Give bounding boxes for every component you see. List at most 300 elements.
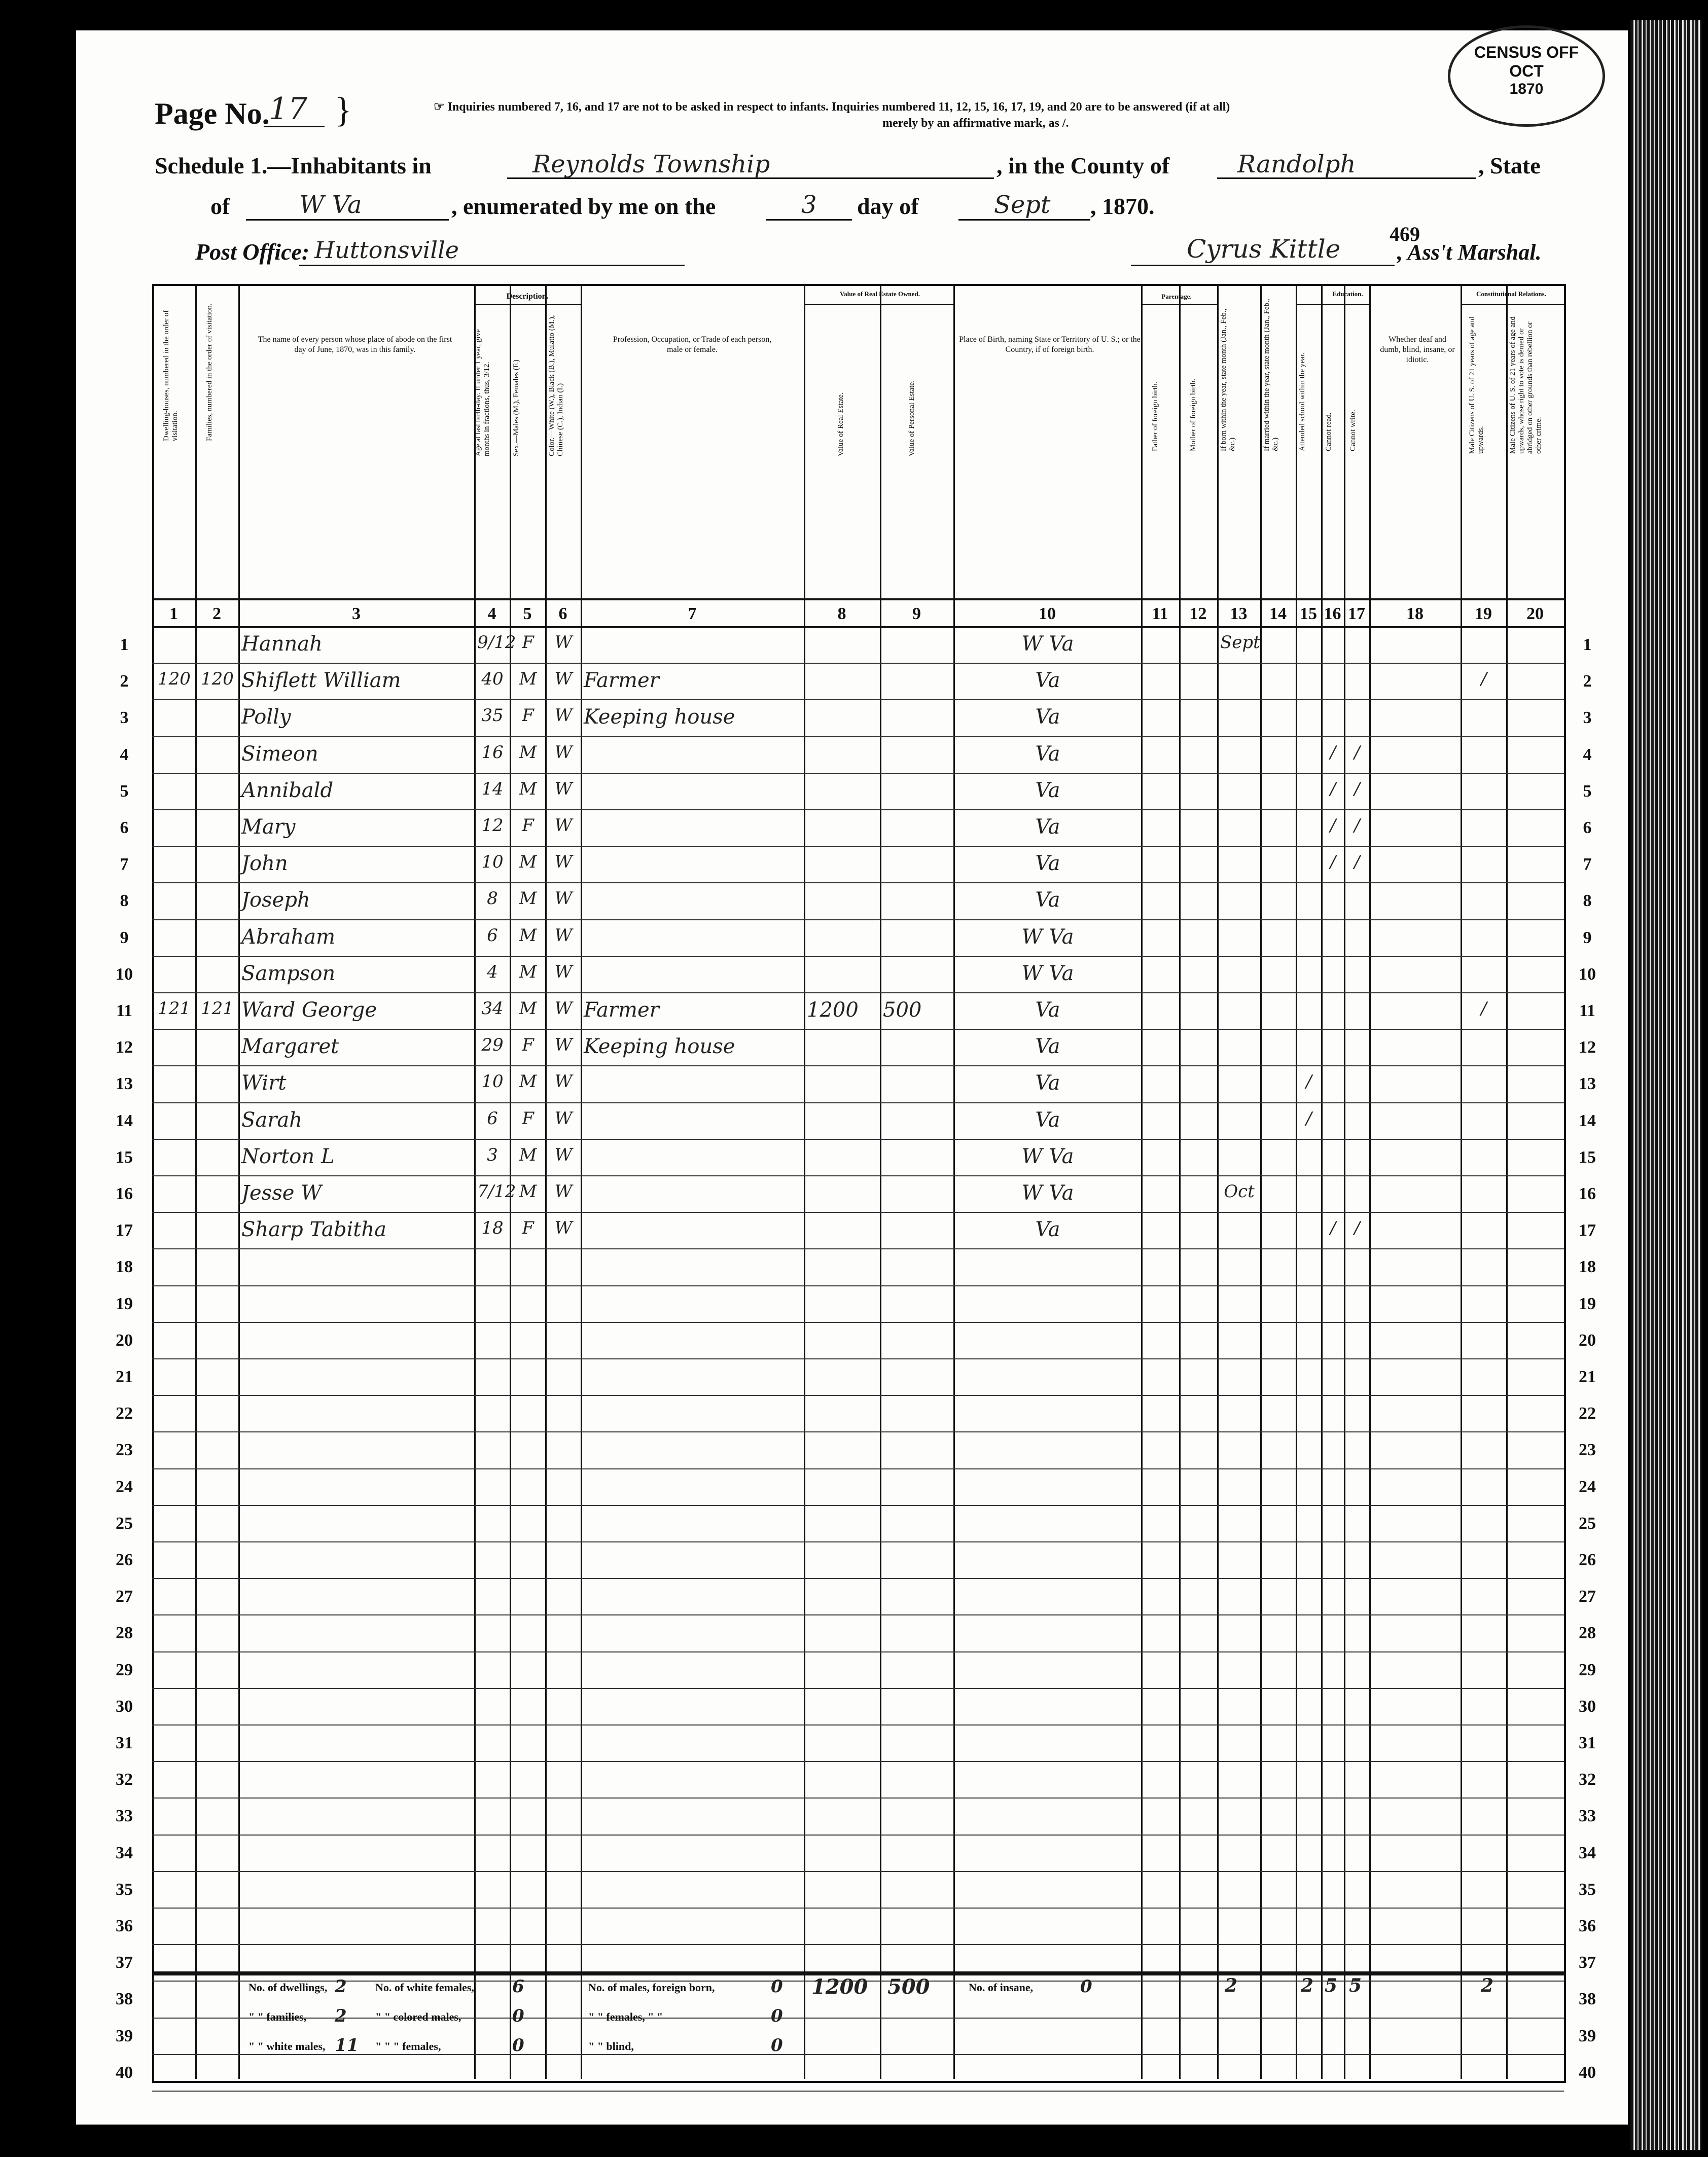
row-number-right: 12 xyxy=(1579,1038,1596,1057)
cell-c17: / xyxy=(1354,1218,1360,1239)
row-number-right: 2 xyxy=(1583,672,1592,691)
footer-insane-label: No. of insane, xyxy=(969,1981,1034,1994)
header-family: Families, numbered in the order of visitation. xyxy=(205,303,214,441)
cell-age: 16 xyxy=(481,742,504,763)
cell-sex: F xyxy=(522,1035,534,1056)
header-real-estate: Value of Real Estate. xyxy=(837,392,845,456)
footer-dwellings-label: No. of dwellings, xyxy=(248,1981,328,1994)
stamp-number: 469 xyxy=(1390,223,1420,245)
column-number: 19 xyxy=(1475,604,1492,623)
footer-families-label: " " families, xyxy=(248,2010,307,2023)
column-number: 12 xyxy=(1189,604,1207,623)
cell-color: W xyxy=(554,1108,573,1129)
cell-occ: Farmer xyxy=(584,998,659,1022)
county: Randolph xyxy=(1237,150,1356,178)
cell-dw: 121 xyxy=(158,998,191,1019)
footer-colored-males: 0 xyxy=(512,2006,524,2026)
cell-birth: W Va xyxy=(1021,925,1074,949)
column-divider xyxy=(474,284,476,2079)
footer-males-foreign-label: No. of males, foreign born, xyxy=(588,1981,715,1994)
cell-birth: Va xyxy=(1035,742,1060,766)
row-number-right: 14 xyxy=(1579,1111,1596,1130)
row-number-right: 11 xyxy=(1579,1001,1596,1020)
row-number-right: 30 xyxy=(1579,1697,1596,1716)
row-number-right: 37 xyxy=(1579,1953,1596,1972)
footer-colored-females: 0 xyxy=(512,2035,524,2056)
column-divider xyxy=(1369,284,1371,2079)
row-divider xyxy=(152,773,1564,774)
footer-families: 2 xyxy=(335,2006,347,2026)
row-number-right: 31 xyxy=(1579,1734,1596,1752)
header-constitutional: Constitutional Relations. xyxy=(1476,290,1546,298)
footer-personal-estate-total: 500 xyxy=(887,1975,930,1999)
footer-females-foreign-label: " " females, " " xyxy=(588,2010,663,2023)
row-divider xyxy=(152,736,1564,737)
header-divider xyxy=(152,598,1564,600)
cell-c17: / xyxy=(1354,815,1360,836)
cell-name: Polly xyxy=(241,705,291,729)
cell-birth: Va xyxy=(1035,815,1060,839)
cell-birth: Va xyxy=(1035,669,1060,693)
cell-birth: Va xyxy=(1035,852,1060,876)
footer-blind: 0 xyxy=(771,2035,783,2056)
column-divider xyxy=(545,284,547,2079)
cell-color: W xyxy=(554,925,573,946)
county-underline xyxy=(1217,177,1476,179)
cell-name: Ward George xyxy=(241,998,377,1022)
cell-age: 18 xyxy=(481,1218,504,1239)
cell-name: Sampson xyxy=(241,961,336,985)
cell-color: W xyxy=(554,632,573,653)
column-number: 16 xyxy=(1324,604,1341,623)
cell-sex: M xyxy=(519,669,537,690)
row-number-right: 20 xyxy=(1579,1331,1596,1350)
marshal-underline xyxy=(1131,265,1395,266)
row-number-left: 11 xyxy=(116,1001,133,1020)
column-divider xyxy=(1321,284,1323,2079)
cell-name: Joseph xyxy=(241,888,310,912)
cell-fam: 120 xyxy=(201,669,234,690)
page-number-underline xyxy=(264,126,325,127)
footer-colored-females-label: " " " females, xyxy=(375,2040,441,2053)
cell-birth: Va xyxy=(1035,888,1060,912)
cell-color: W xyxy=(554,742,573,763)
row-divider xyxy=(152,1065,1564,1066)
row-number-left: 38 xyxy=(116,1990,133,2009)
row-number-left: 18 xyxy=(116,1257,133,1277)
cell-name: Sarah xyxy=(241,1108,302,1132)
row-divider xyxy=(152,846,1564,847)
row-divider xyxy=(152,1175,1564,1176)
column-number: 14 xyxy=(1269,604,1287,623)
cell-age: 6 xyxy=(487,925,498,946)
stamp-line-1: CENSUS OFF xyxy=(1474,43,1579,61)
row-divider xyxy=(152,1248,1564,1249)
cell-c17: / xyxy=(1354,742,1360,763)
row-divider xyxy=(152,1505,1564,1506)
row-divider xyxy=(152,1395,1564,1396)
row-number-left: 26 xyxy=(116,1551,133,1569)
column-number: 8 xyxy=(837,604,846,623)
footer-real-estate-total: 1200 xyxy=(811,1975,868,1999)
cell-color: W xyxy=(554,888,573,909)
row-number-left: 6 xyxy=(120,818,129,837)
header-description: Description. xyxy=(506,292,549,301)
row-number-right: 8 xyxy=(1583,891,1592,911)
row-number-right: 33 xyxy=(1579,1807,1596,1826)
row-number-left: 8 xyxy=(120,891,129,911)
row-divider xyxy=(152,1614,1564,1615)
cell-age: 7/12 xyxy=(477,1181,516,1202)
header-age: Age at last birth-day. If under 1 year, give months in fractions, thus, 3/12. xyxy=(474,329,491,456)
row-number-right: 39 xyxy=(1579,2026,1596,2045)
row-divider xyxy=(152,663,1564,664)
row-divider xyxy=(152,1029,1564,1030)
header-male-citizens: Male Citizens of U. S. of 21 years of age and upwards. xyxy=(1468,316,1485,454)
cell-sex: M xyxy=(519,742,537,763)
marshal-name: Cyrus Kittle xyxy=(1187,234,1341,264)
cell-c19: / xyxy=(1481,669,1487,690)
row-number-left: 31 xyxy=(116,1734,133,1752)
row-divider xyxy=(152,956,1564,957)
cell-birth: Va xyxy=(1035,998,1060,1022)
row-number-right: 28 xyxy=(1579,1624,1596,1643)
state: W Va xyxy=(299,191,362,219)
township-underline xyxy=(507,177,994,179)
column-number: 4 xyxy=(487,604,496,623)
inquiries-note: ☞ Inquiries numbered 7, 16, and 17 are not to be asked in respect to infants. Inquiries numbered 11, 12, 15, 16, 17, 19, and 20 are to be answered (if at all) xyxy=(434,100,1230,114)
cell-dw: 120 xyxy=(158,669,191,690)
footer-c17-total: 5 xyxy=(1349,1975,1362,1996)
cell-age: 34 xyxy=(481,998,504,1019)
column-number: 11 xyxy=(1152,604,1168,623)
row-number-left: 29 xyxy=(116,1660,133,1679)
row-number-right: 6 xyxy=(1583,818,1592,837)
cell-sex: F xyxy=(522,705,534,726)
column-number: 20 xyxy=(1526,604,1544,623)
row-divider xyxy=(152,1578,1564,1579)
row-number-right: 35 xyxy=(1579,1880,1596,1899)
month-underline xyxy=(958,219,1090,221)
row-number-right: 1 xyxy=(1583,635,1592,654)
row-divider xyxy=(152,1761,1564,1762)
row-number-left: 10 xyxy=(116,964,133,984)
row-divider xyxy=(152,1212,1564,1213)
row-divider xyxy=(152,1541,1564,1542)
column-number: 2 xyxy=(212,604,221,623)
cell-color: W xyxy=(554,778,573,799)
cell-occ: Farmer xyxy=(584,669,659,693)
column-number: 15 xyxy=(1300,604,1317,623)
cell-birth: Va xyxy=(1035,1108,1060,1132)
row-number-left: 19 xyxy=(116,1294,133,1313)
cell-name: Shiflett William xyxy=(241,669,401,693)
row-number-left: 25 xyxy=(116,1514,133,1533)
cell-name: John xyxy=(241,852,288,876)
row-number-left: 2 xyxy=(120,672,129,691)
row-number-left: 1 xyxy=(120,635,129,654)
row-divider xyxy=(152,1322,1564,1323)
month: Sept xyxy=(994,191,1051,219)
row-divider xyxy=(152,1651,1564,1652)
row-divider xyxy=(152,1102,1564,1103)
row-number-left: 3 xyxy=(120,708,129,728)
row-divider xyxy=(152,1724,1564,1725)
row-number-left: 35 xyxy=(116,1880,133,1899)
row-number-left: 23 xyxy=(116,1441,133,1460)
cell-birth: W Va xyxy=(1021,1181,1074,1205)
row-number-left: 7 xyxy=(120,855,129,874)
cell-c17: / xyxy=(1354,852,1360,873)
row-divider xyxy=(152,2054,1564,2055)
column-divider xyxy=(1260,284,1262,2079)
cell-color: W xyxy=(554,961,573,982)
day-underline xyxy=(766,219,852,221)
column-divider xyxy=(238,284,240,2079)
footer-c16-total: 5 xyxy=(1325,1975,1338,1996)
cell-sex: M xyxy=(519,1071,537,1092)
row-number-left: 33 xyxy=(116,1807,133,1826)
column-number: 9 xyxy=(912,604,921,623)
post-office-underline xyxy=(299,265,685,266)
column-number: 3 xyxy=(352,604,361,623)
cell-sex: F xyxy=(522,632,534,653)
column-divider xyxy=(1141,284,1143,2079)
footer-insane: 0 xyxy=(1080,1976,1092,1997)
footer-colored-males-label: " " colored males, xyxy=(375,2010,461,2023)
cell-birth: Va xyxy=(1035,1071,1060,1095)
cell-age: 12 xyxy=(481,815,504,836)
footer-males-foreign: 0 xyxy=(771,1976,783,1997)
cell-sex: M xyxy=(519,998,537,1019)
column-divider xyxy=(1461,284,1462,2079)
film-edge xyxy=(1630,20,1701,2150)
cell-sex: M xyxy=(519,888,537,909)
row-divider xyxy=(152,1139,1564,1140)
row-number-left: 20 xyxy=(116,1331,133,1350)
row-divider xyxy=(152,1468,1564,1469)
cell-sex: F xyxy=(522,1218,534,1239)
row-number-left: 32 xyxy=(116,1770,133,1789)
row-number-left: 34 xyxy=(116,1843,133,1862)
column-divider xyxy=(1179,284,1181,2079)
column-divider xyxy=(804,284,805,2079)
subheader-divider xyxy=(474,304,581,305)
footer-white-males: 11 xyxy=(335,2035,359,2056)
cell-c17: / xyxy=(1354,778,1360,799)
cell-color: W xyxy=(554,705,573,726)
cell-name: Annibald xyxy=(241,778,334,802)
row-number-right: 38 xyxy=(1579,1990,1596,2009)
row-number-right: 9 xyxy=(1583,928,1592,947)
header-cannot-write: Cannot write. xyxy=(1349,410,1357,451)
cell-name: Abraham xyxy=(241,925,335,949)
cell-fam: 121 xyxy=(201,998,234,1019)
cell-color: W xyxy=(554,1218,573,1239)
column-number: 5 xyxy=(523,604,532,623)
post-office: Huttonsville xyxy=(314,236,459,264)
header-married-within-year: If married within the year, state month (Jan., Feb., &c.) xyxy=(1263,299,1279,451)
cell-sex: F xyxy=(522,815,534,836)
row-number-right: 25 xyxy=(1579,1514,1596,1533)
row-number-left: 17 xyxy=(116,1221,133,1240)
row-number-right: 40 xyxy=(1579,2063,1596,2082)
row-divider xyxy=(152,1798,1564,1799)
cell-sex: F xyxy=(522,1108,534,1129)
row-number-right: 18 xyxy=(1579,1257,1596,1277)
footer-c13-total: 2 xyxy=(1225,1975,1238,1996)
header-deaf-blind: Whether deaf and dumb, blind, insane, or idiotic. xyxy=(1380,335,1455,364)
cell-sex: M xyxy=(519,778,537,799)
row-number-left: 15 xyxy=(116,1147,133,1167)
row-divider xyxy=(152,919,1564,920)
page-number-label: Page No. xyxy=(155,97,270,130)
row-number-right: 34 xyxy=(1579,1843,1596,1862)
row-divider xyxy=(152,1944,1564,1945)
cell-birth: Va xyxy=(1035,1218,1060,1242)
cell-birth: W Va xyxy=(1021,1144,1074,1168)
day: 3 xyxy=(801,191,817,219)
cell-c16: / xyxy=(1330,778,1336,799)
row-number-left: 36 xyxy=(116,1917,133,1935)
cell-birth: W Va xyxy=(1021,632,1074,656)
township: Reynolds Township xyxy=(532,150,770,178)
row-number-left: 14 xyxy=(116,1111,133,1130)
cell-birth: Va xyxy=(1035,778,1060,802)
header-name: The name of every person whose place of abode on the first day of June, 1870, was in this family. xyxy=(258,335,452,354)
cell-age: 4 xyxy=(487,961,498,982)
column-number: 7 xyxy=(688,604,697,623)
cell-pe: 500 xyxy=(883,998,922,1022)
footer-c15-total: 2 xyxy=(1301,1975,1314,1996)
cell-age: 3 xyxy=(487,1144,498,1165)
row-divider xyxy=(152,2018,1564,2019)
row-number-left: 12 xyxy=(116,1038,133,1057)
row-number-left: 37 xyxy=(116,1953,133,1972)
row-number-left: 39 xyxy=(116,2026,133,2045)
cell-sex: M xyxy=(519,925,537,946)
column-divider xyxy=(880,284,881,2079)
cell-c13: Oct xyxy=(1224,1181,1255,1202)
row-divider xyxy=(152,1908,1564,1909)
enumerated-label: , enumerated by me on the xyxy=(451,193,716,219)
stamp-line-2: OCT xyxy=(1509,62,1544,80)
inquiries-note-2: merely by an affirmative mark, as /. xyxy=(882,117,1069,130)
row-number-left: 30 xyxy=(116,1697,133,1716)
cell-age: 40 xyxy=(481,669,504,690)
cell-color: W xyxy=(554,1144,573,1165)
cell-name: Sharp Tabitha xyxy=(241,1218,386,1242)
row-number-right: 5 xyxy=(1583,781,1592,801)
cell-name: Wirt xyxy=(241,1071,287,1095)
cell-age: 6 xyxy=(487,1108,498,1129)
row-number-right: 26 xyxy=(1579,1551,1596,1569)
footer-blind-label: " " blind, xyxy=(588,2040,634,2053)
cell-occ: Keeping house xyxy=(584,1035,735,1059)
row-number-right: 17 xyxy=(1579,1221,1596,1240)
cell-age: 9/12 xyxy=(477,632,516,653)
marshal-label: , Ass't Marshal. xyxy=(1397,240,1542,265)
cell-sex: M xyxy=(519,852,537,873)
row-number-left: 21 xyxy=(116,1368,133,1386)
cell-name: Jesse W xyxy=(241,1181,322,1205)
cell-c16: / xyxy=(1330,852,1336,873)
row-divider xyxy=(152,699,1564,700)
cell-color: W xyxy=(554,852,573,873)
header-dwelling: Dwelling-houses, numbered in the order of visitation. xyxy=(162,310,179,441)
county-label: , in the County of xyxy=(997,153,1170,178)
row-number-right: 3 xyxy=(1583,708,1592,728)
header-parentage: Parentage. xyxy=(1161,293,1192,300)
cell-name: Mary xyxy=(241,815,296,839)
row-number-right: 13 xyxy=(1579,1074,1596,1094)
stamp-line-3: 1870 xyxy=(1509,81,1544,97)
row-number-left: 9 xyxy=(120,928,129,947)
state-underline xyxy=(246,219,449,221)
row-number-left: 22 xyxy=(116,1404,133,1423)
cell-sex: M xyxy=(519,1144,537,1165)
cell-birth: Va xyxy=(1035,1035,1060,1059)
header-divider xyxy=(152,626,1564,628)
cell-birth: W Va xyxy=(1021,961,1074,985)
header-personal-estate: Value of Personal Estate. xyxy=(908,380,916,456)
subheader-divider xyxy=(804,304,953,305)
row-number-right: 32 xyxy=(1579,1770,1596,1789)
header-mother-foreign: Mother of foreign birth. xyxy=(1189,378,1197,451)
cell-color: W xyxy=(554,998,573,1019)
column-number: 10 xyxy=(1039,604,1056,623)
row-divider xyxy=(152,1835,1564,1836)
row-number-right: 29 xyxy=(1579,1660,1596,1679)
row-number-right: 27 xyxy=(1579,1587,1596,1606)
column-divider xyxy=(1217,284,1219,2079)
footer-c19-total: 2 xyxy=(1481,1975,1494,1996)
column-divider xyxy=(1506,284,1508,2079)
row-number-left: 28 xyxy=(116,1624,133,1643)
row-divider xyxy=(152,1285,1564,1286)
cell-occ: Keeping house xyxy=(584,705,735,729)
row-divider xyxy=(152,809,1564,810)
post-office-label: Post Office: xyxy=(195,239,310,265)
row-number-right: 7 xyxy=(1583,855,1592,874)
row-number-right: 16 xyxy=(1579,1184,1596,1203)
cell-age: 35 xyxy=(481,705,504,726)
cell-color: W xyxy=(554,1071,573,1092)
row-divider xyxy=(152,992,1564,993)
state-label: , State xyxy=(1478,153,1541,178)
cell-age: 10 xyxy=(481,852,504,873)
cell-c16: / xyxy=(1330,815,1336,836)
row-number-left: 4 xyxy=(120,745,129,764)
footer-white-females: 6 xyxy=(512,1976,524,1997)
row-number-right: 36 xyxy=(1579,1917,1596,1935)
row-divider xyxy=(152,2091,1564,2092)
column-number: 17 xyxy=(1348,604,1365,623)
cell-color: W xyxy=(554,815,573,836)
census-office-stamp xyxy=(1448,25,1605,127)
column-number: 18 xyxy=(1406,604,1424,623)
column-number: 1 xyxy=(169,604,178,623)
column-divider xyxy=(1296,284,1297,2079)
row-number-left: 13 xyxy=(116,1074,133,1094)
column-divider xyxy=(581,284,582,2079)
cell-color: W xyxy=(554,669,573,690)
footer-dwellings: 2 xyxy=(335,1976,347,1997)
row-number-right: 19 xyxy=(1579,1294,1596,1313)
page-number: 17 xyxy=(269,91,308,127)
cell-age: 8 xyxy=(487,888,498,909)
footer-white-males-label: " " white males, xyxy=(248,2040,326,2053)
